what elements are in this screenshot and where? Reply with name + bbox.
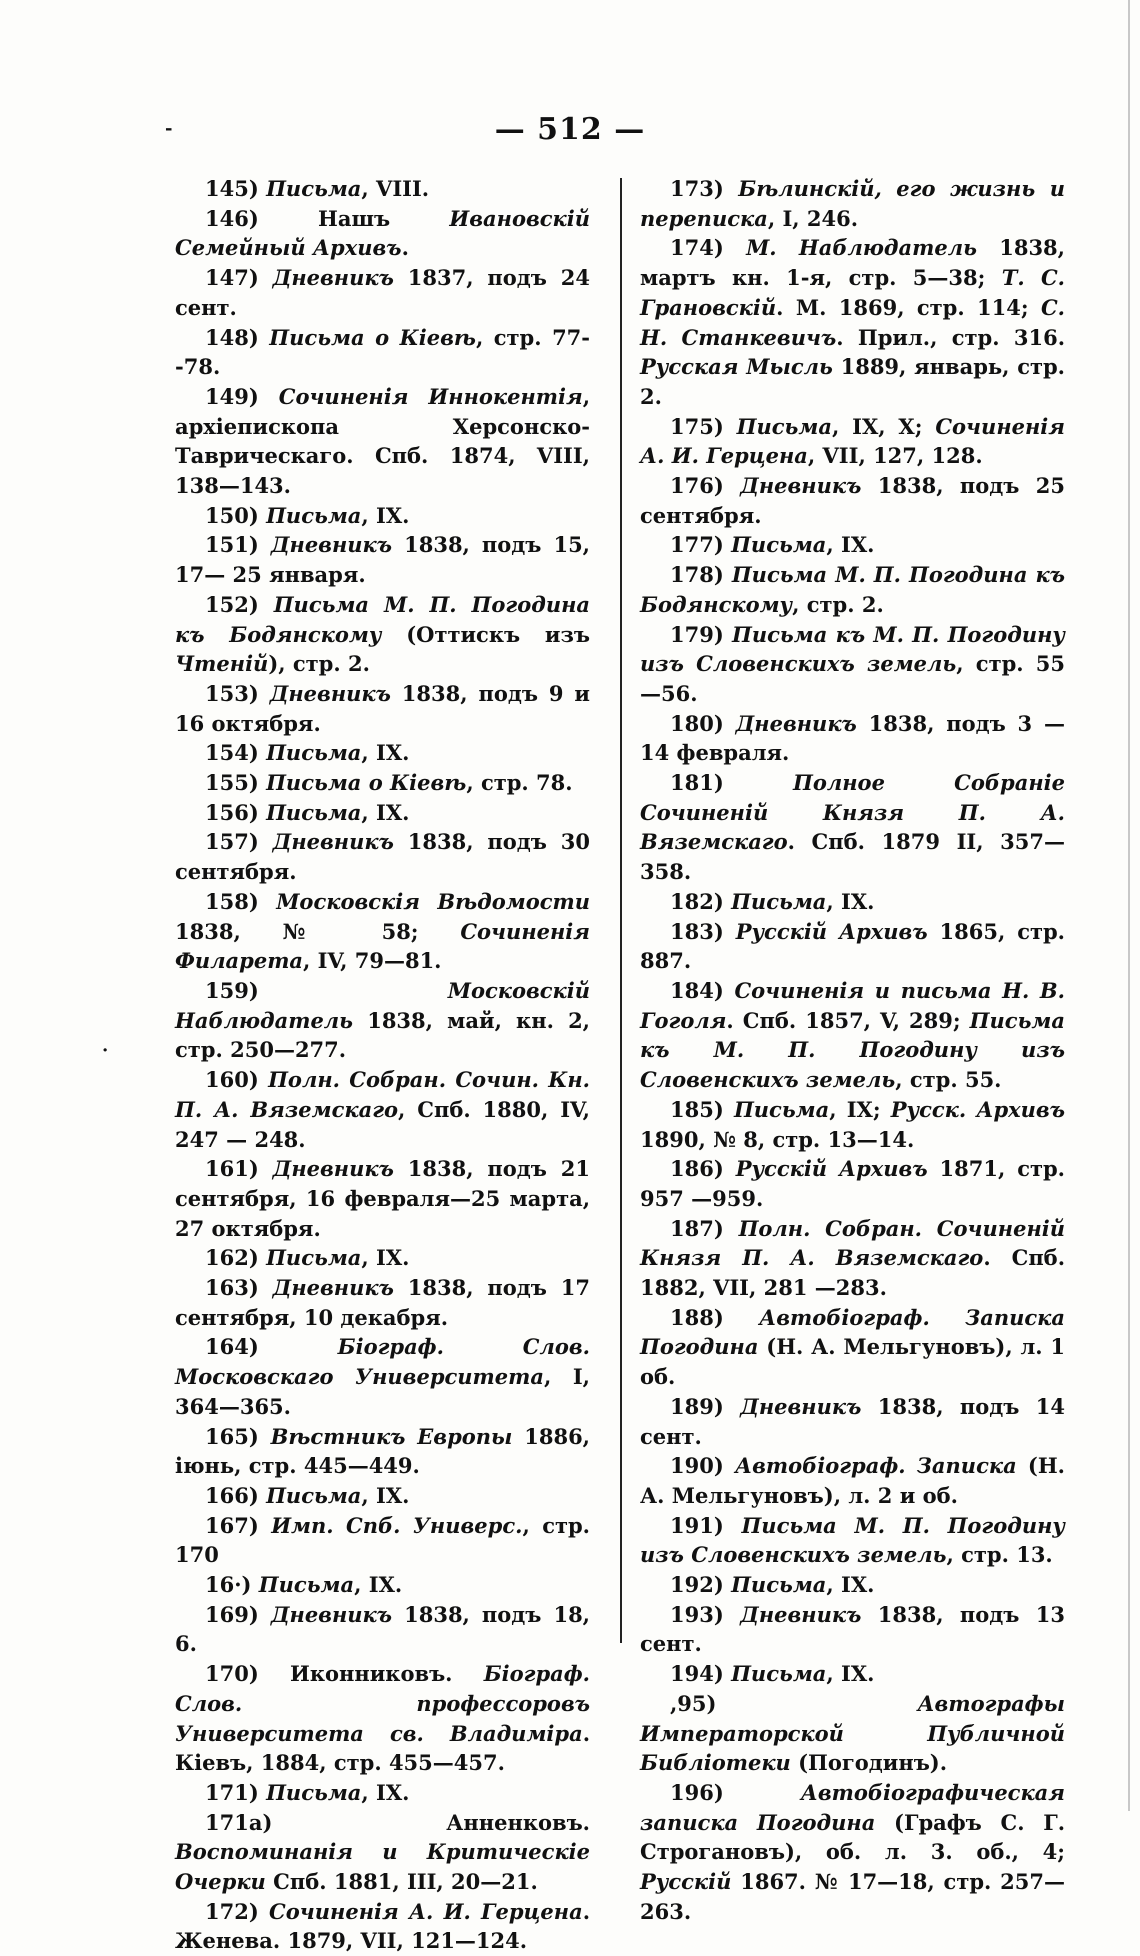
footnote-entry: 165) Вѣстникъ Европы 1886, іюнь, стр. 445—449. <box>175 1423 590 1479</box>
footnote-entry: 172) Сочиненія А. И. Герцена. Женева. 1879, VII, 121—124. <box>175 1898 591 1954</box>
footnote-entry: 153) Дневникъ 1838, подъ 9 и 16 октября. <box>175 680 590 736</box>
footnote-entry: 147) Дневникъ 1837, подъ 24 сент. <box>175 265 590 320</box>
footnote-entry: 167) Имп. Спб. Универс., стр. 170 <box>175 1512 590 1568</box>
footnote-entry: 174) М. Наблюдатель 1838, мартъ кн. 1-я, стр. 5—38; Т. С. Грановскій. М. 1869, стр. 114; С. Н. Станкевичъ. Прил., стр. 316. Русская Мысль 1889, январь, стр. 2. <box>640 235 1065 409</box>
footnote-entry: 180) Дневникъ 1838, подъ 3 — 14 февраля. <box>640 710 1065 766</box>
footnote-entry: 189) Дневникъ 1838, подъ 14 сент. <box>640 1393 1065 1449</box>
footnote-entry: 190) Автобіограф. Записка (Н. А. Мельгуновъ), л. 2 и об. <box>640 1453 1065 1508</box>
footnote-entry: 181) Полное Собраніе Сочиненій Князя П. А. Вяземскаго. Спб. 1879 II, 357—358. <box>640 770 1065 885</box>
page-number: — 512 — <box>494 112 646 147</box>
footnote-entry: 186) Русскій Архивъ 1871, стр. 957 —959. <box>640 1156 1065 1211</box>
column-divider <box>620 178 622 1643</box>
footnote-entry: 150) Письма, IX. <box>205 502 410 528</box>
footnote-entry: 171) Письма, IX. <box>205 1779 410 1805</box>
footnote-entry: 191) Письма М. П. Погодину изъ Словенскихъ земель, стр. 13. <box>640 1512 1065 1568</box>
notes-column-right <box>640 174 1065 1926</box>
footnote-entry: 166) Письма, IX. <box>205 1482 410 1508</box>
footnote-entry: 151) Дневникъ 1838, подъ 15, 17— 25 января. <box>175 532 590 588</box>
footnote-entry: 178) Письма М. П. Погодина къ Бодянскому, стр. 2. <box>640 562 1065 617</box>
footnote-entry: 158) Московскія Вѣдомости 1838, № 58; Сочиненія Филарета, IV, 79—81. <box>175 888 590 974</box>
footnote-entry: 149) Сочиненія Иннокентія, архіепископа Херсонско-Таврическаго. Спб. 1874, VIII, 138—143. <box>175 383 590 499</box>
footnote-entry: 192) Письма, IX. <box>670 1572 875 1598</box>
footnote-entry: 193) Дневникъ 1838, подъ 13 сент. <box>640 1601 1065 1657</box>
footnote-entry: 146) Нашъ Ивановскій Семейный Архивъ. <box>175 205 590 261</box>
footnote-entry: 184) Сочиненія и письма Н. В. Гоголя. Спб. 1857, V, 289; Письма къ М. П. Погодину изъ Словенскихъ земель, стр. 55. <box>640 977 1065 1093</box>
footnote-entry: 157) Дневникъ 1838, подъ 30 сентября. <box>175 829 590 885</box>
margin-mark: - <box>165 118 173 139</box>
footnote-entry: 155) Письма о Кіевѣ, стр. 78. <box>205 770 573 796</box>
footnote-entry: 152) Письма М. П. Погодина къ Бодянскому (Оттискъ изъ Чтеній), стр. 2. <box>175 591 590 677</box>
footnote-entry: 16·) Письма, IX. <box>205 1572 403 1598</box>
footnote-entry: 164) Біограф. Слов. Московскаго Университета, I, 364—365. <box>175 1334 590 1419</box>
footnote-entry: 163) Дневникъ 1838, подъ 17 сентября, 10 декабря. <box>175 1275 590 1330</box>
footnote-entry: 145) Письма, VIII. <box>205 176 430 201</box>
footnote-entry: 154) Письма, IX. <box>205 740 410 766</box>
footnote-entry: 175) Письма, IX, X; Сочиненія А. И. Герцена, VII, 127, 128. <box>640 413 1065 469</box>
footnote-entry: 187) Полн. Собран. Сочиненій Князя П. А. Вяземскаго. Спб. 1882, VII, 281 —283. <box>640 1215 1066 1301</box>
footnote-entry: 177) Письма, IX. <box>670 532 875 558</box>
footnote-entry: 182) Письма, IX. <box>670 888 875 914</box>
notes-column-left <box>175 174 590 1956</box>
footnote-entry: 196) Автобіографическая записка Погодина (Графъ С. Г. Строгановъ), об. л. 3. об., 4; Русскій 1867. № 17—18, стр. 257—263. <box>640 1779 1066 1924</box>
footnote-entry: 185) Письма, IX; Русск. Архивъ 1890, № 8, стр. 13—14. <box>640 1096 1065 1152</box>
footnote-entry: 171а) Анненковъ. Воспоминанія и Критическіе Очерки Спб. 1881, III, 20—21. <box>175 1809 590 1895</box>
scan-edge-line <box>1128 0 1130 1811</box>
footnote-entry: 169) Дневникъ 1838, подъ 18, 6. <box>175 1601 590 1657</box>
footnote-entry: 179) Письма къ М. П. Погодину изъ Словенскихъ земель, стр. 55 —56. <box>640 621 1065 706</box>
footnote-entry: 176) Дневникъ 1838, подъ 25 сентября. <box>640 473 1065 528</box>
footnote-entry: 159) Московскій Наблюдатель 1838, май, кн. 2, стр. 250—277. <box>175 977 590 1063</box>
margin-mark: · <box>102 1040 109 1061</box>
footnote-entry: 161) Дневникъ 1838, подъ 21 сентября, 16 февраля—25 марта, 27 октября. <box>175 1156 590 1241</box>
footnote-entry: 162) Письма, IX. <box>205 1245 410 1271</box>
footnote-entry: 183) Русскій Архивъ 1865, стр. 887. <box>640 918 1065 974</box>
footnote-entry: 173) Бѣлинскій, его жизнь и переписка, I, 246. <box>640 176 1065 231</box>
footnote-entry: 156) Письма, IX. <box>205 799 410 825</box>
footnote-entry: 170) Иконниковъ. Біограф. Слов. профессоровъ Университета св. Владиміра. Кіевъ, 1884, стр. 455—457. <box>175 1661 590 1776</box>
footnote-entry: 188) Автобіограф. Записка Погодина (Н. А. Мельгуновъ), л. 1 об. <box>640 1304 1065 1390</box>
footnote-entry: 148) Письма о Кіевѣ, стр. 77--78. <box>175 324 591 380</box>
footnote-entry: 194) Письма, IX. <box>670 1661 875 1687</box>
footnote-entry: 160) Полн. Собран. Сочин. Кн. П. А. Вяземскаго, Спб. 1880, IV, 247 — 248. <box>175 1067 590 1152</box>
footnote-entry: ,95) Автографы Императорской Публичной Библіотеки (Погодинъ). <box>640 1690 1065 1776</box>
